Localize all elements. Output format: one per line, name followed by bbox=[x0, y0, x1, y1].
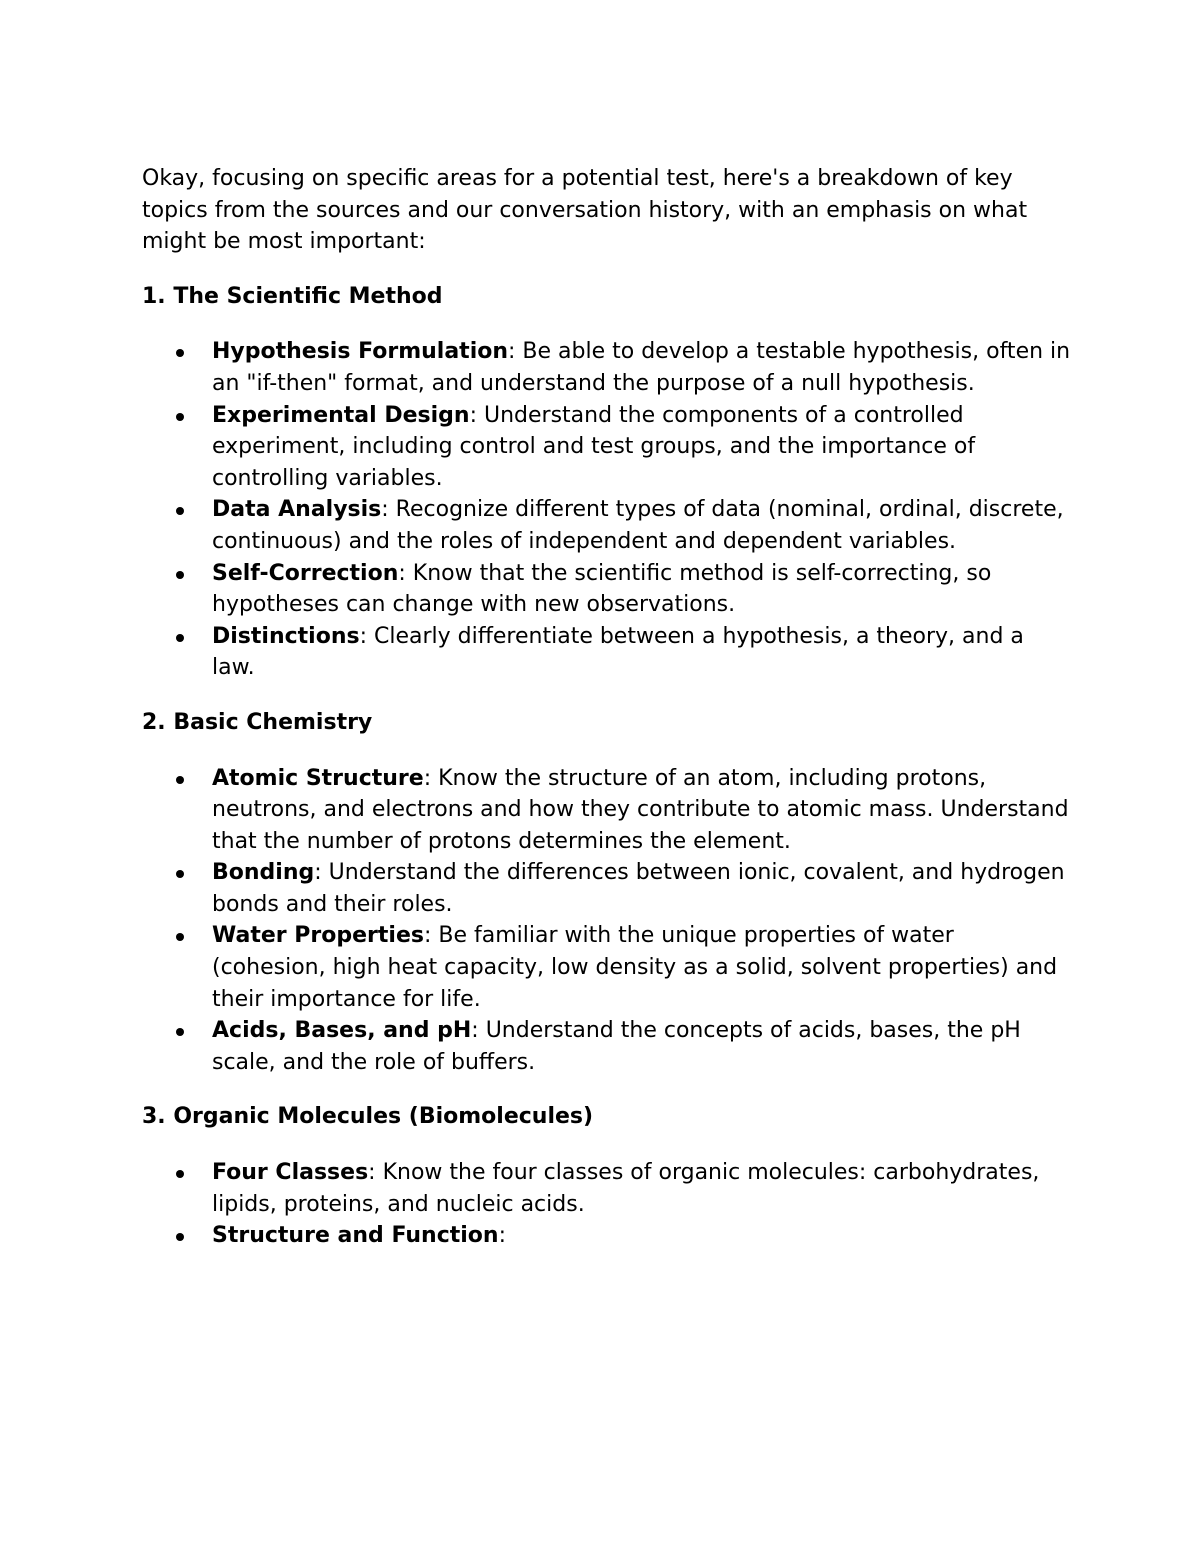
bullet-icon bbox=[176, 1233, 184, 1241]
intro-paragraph: Okay, focusing on specific areas for a potential test, here's a breakdown of key topics from the sources and our conversation history, with an emphasis on what might be most important: bbox=[142, 166, 1028, 255]
list-item-term: Structure and Function bbox=[212, 1223, 499, 1249]
bullet-list bbox=[142, 1157, 1072, 1252]
list-item-term: Distinctions bbox=[212, 623, 360, 649]
list-item-text: : Be able to develop a testable hypothesis, often in an "if-then" format, and understand the purpose of a null hypothesis. bbox=[212, 339, 1071, 396]
list-item bbox=[142, 1220, 1072, 1252]
list-item bbox=[142, 857, 1072, 920]
list-item-term: Experimental Design bbox=[212, 402, 470, 428]
bullet-icon bbox=[176, 1170, 184, 1178]
section-organic-molecules bbox=[142, 1101, 1072, 1251]
bullet-icon bbox=[176, 571, 184, 579]
list-item-term: Hypothesis Formulation bbox=[212, 339, 509, 365]
bullet-list bbox=[142, 336, 1072, 684]
list-item-text: : Understand the components of a controlled experiment, including control and test groups, and the importance of controlling variables. bbox=[212, 402, 976, 491]
list-item-text: : Be familiar with the unique properties of water (cohesion, high heat capacity, low density as a solid, solvent properties) and their importance for life. bbox=[212, 923, 1058, 1012]
list-item-text: : Know the structure of an atom, including protons, neutrons, and electrons and how they contribute to atomic mass. Understand that the number of protons determines the element. bbox=[212, 765, 1069, 854]
section-heading: 3. Organic Molecules (Biomolecules) bbox=[142, 1104, 594, 1130]
list-item bbox=[142, 1157, 1072, 1220]
list-item bbox=[142, 763, 1072, 858]
list-item bbox=[142, 920, 1072, 1015]
section-heading: 1. The Scientific Method bbox=[142, 283, 443, 309]
bullet-icon bbox=[176, 776, 184, 784]
list-item-text: : Understand the concepts of acids, bases, the pH scale, and the role of buffers. bbox=[212, 1018, 1021, 1075]
section-basic-chemistry bbox=[142, 707, 1072, 1079]
list-item bbox=[142, 1015, 1072, 1078]
bullet-icon bbox=[176, 349, 184, 357]
list-item-term: Atomic Structure bbox=[212, 765, 424, 791]
list-item-text: : Understand the differences between ionic, covalent, and hydrogen bonds and their roles. bbox=[212, 860, 1065, 917]
list-item-term: Data Analysis bbox=[212, 497, 382, 523]
list-item-term: Water Properties bbox=[212, 923, 424, 949]
list-item-term: Four Classes bbox=[212, 1160, 369, 1186]
bullet-icon bbox=[176, 634, 184, 642]
bullet-list bbox=[142, 763, 1072, 1079]
list-item bbox=[142, 494, 1072, 557]
list-item-term: Self-Correction bbox=[212, 560, 399, 586]
list-item-text: : Recognize different types of data (nominal, ordinal, discrete, continuous) and the roles of independent and dependent variables. bbox=[212, 497, 1064, 554]
section-heading: 2. Basic Chemistry bbox=[142, 709, 373, 735]
list-item-text: : bbox=[498, 1223, 506, 1249]
list-item-term: Acids, Bases, and pH bbox=[212, 1018, 472, 1044]
bullet-icon bbox=[176, 933, 184, 941]
list-item bbox=[142, 558, 1072, 621]
list-item-text: : Know the four classes of organic molecules: carbohydrates, lipids, proteins, and nucleic acids. bbox=[212, 1160, 1040, 1217]
bullet-icon bbox=[176, 413, 184, 421]
list-item-text: : Clearly differentiate between a hypothesis, a theory, and a law. bbox=[212, 623, 1024, 681]
list-item bbox=[142, 336, 1072, 399]
section-scientific-method bbox=[142, 281, 1072, 684]
bullet-icon bbox=[176, 870, 184, 878]
list-item-text: : Know that the scientific method is self-correcting, so hypotheses can change with new observations. bbox=[212, 560, 992, 618]
list-item bbox=[142, 621, 1072, 684]
bullet-icon bbox=[176, 1028, 184, 1036]
document-page bbox=[142, 163, 1072, 1275]
bullet-icon bbox=[176, 507, 184, 515]
list-item bbox=[142, 400, 1072, 495]
list-item-term: Bonding bbox=[212, 860, 315, 886]
